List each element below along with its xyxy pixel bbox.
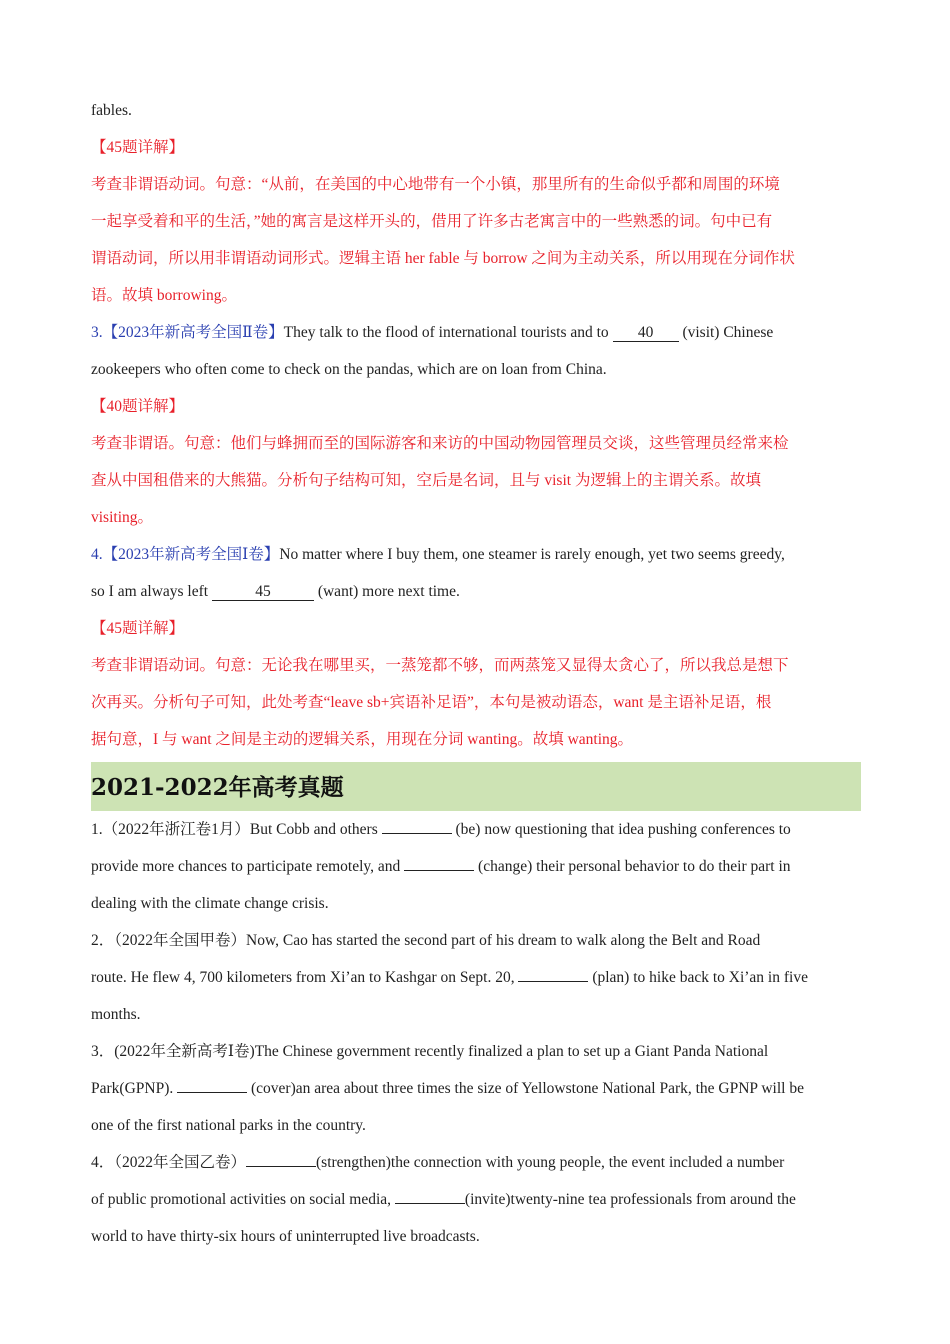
question-text-line: world to have thirty-six hours of uninterrupted live broadcasts. xyxy=(91,1228,480,1245)
answer-blank xyxy=(246,1152,316,1167)
answer-header-40: 【40题详解】 xyxy=(91,398,185,415)
explanation-line: 考查非谓语动词。句意：无论我在哪里买，一蒸笼都不够，而两蒸笼又显得太贪心了，所以我总是想下 xyxy=(91,657,789,674)
question-text: 4．（2022年全国乙卷） xyxy=(91,1154,247,1171)
explanation-line: 据句意，I 与 want 之间是主动的逻辑关系，用现在分词 wanting。故填 wanting。 xyxy=(91,731,634,748)
question-number: 3. xyxy=(91,324,103,341)
answer-blank: 45 xyxy=(212,583,314,601)
question-text: (strengthen)the connection with young people, the event included a number xyxy=(316,1154,785,1171)
text-line: fables. xyxy=(91,102,132,119)
section-heading: 2021-2022年高考真题 xyxy=(91,762,861,811)
question-source: 【2023年新高考全国Ⅱ卷】 xyxy=(102,324,284,341)
question-text-line: months. xyxy=(91,1006,141,1023)
answer-blank xyxy=(518,967,588,982)
question-source: 【2023年新高考全国Ⅰ卷】 xyxy=(102,546,280,563)
question-text: (invite)twenty-nine tea professionals from around the xyxy=(464,1191,796,1208)
question-text: They talk to the flood of international tourists and to xyxy=(283,324,613,341)
question-text: (change) their personal behavior to do their part in xyxy=(474,858,791,875)
question-text: No matter where I buy them, one steamer is rarely enough, yet two seems greedy, xyxy=(279,546,785,563)
question-number: 4. xyxy=(91,546,103,563)
explanation-line: 考查非谓语。句意：他们与蜂拥而至的国际游客和来访的中国动物园管理员交谈，这些管理员经常来检 xyxy=(91,435,789,452)
question-text: (cover)an area about three times the size of Yellowstone National Park, the GPNP will be xyxy=(247,1080,804,1097)
question-text: 1.（2022年浙江卷1月）But Cobb and others xyxy=(91,821,382,838)
practice-1-line-2 xyxy=(91,848,861,885)
practice-1 xyxy=(91,811,861,848)
question-3 xyxy=(91,314,861,351)
practice-2-line-2 xyxy=(91,959,861,996)
answer-blank xyxy=(404,856,474,871)
practice-3-line-2 xyxy=(91,1070,861,1107)
explanation-line: 查从中国租借来的大熊猫。分析句子结构可知，空后是名词，且与 visit 为逻辑上的主谓关系。故填 xyxy=(91,472,761,489)
practice-4 xyxy=(91,1144,861,1181)
explanation-line: 语。故填 borrowing。 xyxy=(91,287,237,304)
question-text: (plan) to hike back to Xi’an in five xyxy=(588,969,808,986)
answer-header-45: 【45题详解】 xyxy=(91,139,185,156)
document-page xyxy=(91,92,861,1255)
question-text: (be) now questioning that idea pushing conferences to xyxy=(451,821,791,838)
question-text: route. He flew 4, 700 kilometers from Xi’an to Kashgar on Sept. 20, xyxy=(91,969,519,986)
explanation-line: 考查非谓语动词。句意：“从前，在美国的中心地带有一个小镇，那里所有的生命似乎都和周围的环境 xyxy=(91,176,780,193)
question-text-line: one of the first national parks in the country. xyxy=(91,1117,366,1134)
answer-blank: 40 xyxy=(613,324,679,342)
practice-2: 2．（2022年全国甲卷）Now, Cao has started the second part of his dream to walk along the Belt and Road xyxy=(91,932,761,949)
answer-blank xyxy=(395,1189,465,1204)
question-text: Park(GPNP). xyxy=(91,1080,178,1097)
answer-blank xyxy=(382,819,452,834)
practice-3: 3．(2022年全新高考Ⅰ卷)The Chinese government recently finalized a plan to set up a Giant Panda National xyxy=(91,1043,769,1060)
question-text: (want) more next time. xyxy=(313,583,460,600)
explanation-line: visiting。 xyxy=(91,509,154,526)
answer-header-45: 【45题详解】 xyxy=(91,620,185,637)
question-text: (visit) Chinese xyxy=(678,324,774,341)
question-text-line xyxy=(91,573,861,610)
question-text: of public promotional activities on social media, xyxy=(91,1191,395,1208)
question-text: provide more chances to participate remotely, and xyxy=(91,858,405,875)
explanation-line: 次再买。分析句子可知，此处考查“leave sb+宾语补足语”，本句是被动语态，want 是主语补足语，根 xyxy=(91,694,772,711)
answer-blank xyxy=(177,1078,247,1093)
question-text: so I am always left xyxy=(91,583,212,600)
practice-4-line-2 xyxy=(91,1181,861,1218)
explanation-line: 谓语动词，所以用非谓语动词形式。逻辑主语 her fable 与 borrow 之间为主动关系，所以用现在分词作状 xyxy=(91,250,795,267)
question-text-line: dealing with the climate change crisis. xyxy=(91,895,329,912)
question-4 xyxy=(91,536,861,573)
question-text-line: zookeepers who often come to check on the pandas, which are on loan from China. xyxy=(91,361,607,378)
explanation-line: 一起享受着和平的生活，”她的寓言是这样开头的，借用了许多古老寓言中的一些熟悉的词。句中已有 xyxy=(91,213,773,230)
